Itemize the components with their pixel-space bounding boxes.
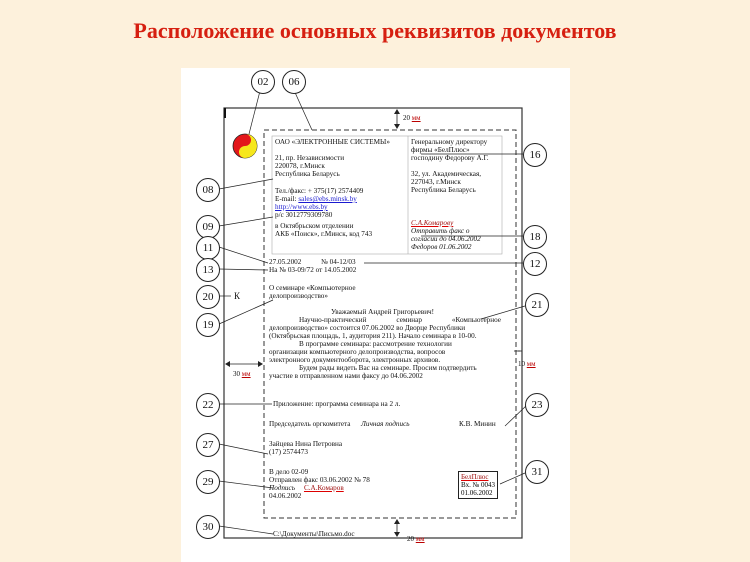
stamp-date: 01.06.2002 — [461, 489, 493, 497]
exec-note-line1: В дело 02-09 — [269, 468, 309, 476]
signer-sign: Личная подпись — [361, 420, 410, 428]
callout-09: 09 — [196, 215, 220, 239]
addressee-line2: фирмы «БелПлюс» — [411, 146, 470, 154]
callout-13: 13 — [196, 258, 220, 282]
callout-08: 08 — [196, 178, 220, 202]
addressee-line1: Генеральному директору — [411, 138, 488, 146]
signer-name: К.В. Минин — [459, 420, 496, 428]
sender-bank-1: в Октябрьском отделении — [275, 222, 354, 230]
addressee-city: 227043, г.Минск — [411, 178, 461, 186]
callout-11: 11 — [196, 236, 220, 260]
greeting: Уважаемый Андрей Григорьевич! — [331, 308, 435, 316]
exec-note-line3: Подпись С.А.Комаров — [269, 484, 344, 492]
callout-20: 20 — [196, 285, 220, 309]
callout-19: 19 — [196, 313, 220, 337]
addressee-line3: господину Федорову А.Г. — [411, 154, 489, 162]
callout-29: 29 — [196, 470, 220, 494]
receipt-stamp — [458, 471, 498, 499]
signer-position: Председатель оргкомитета — [269, 420, 351, 428]
sender-email-line: E-mail: sales@ebs.minsk.by — [275, 195, 357, 203]
doc-reference: На № 03-09/72 от 14.05.2002 — [269, 266, 357, 274]
exec-note-line4: 04.06.2002 — [269, 492, 302, 500]
file-identifier: C:\Документы\Письмо.doc — [273, 530, 355, 538]
body-p2-l3: электронного документооборота, электронных архивов. — [269, 356, 441, 364]
body-p1-l1: Научно-практический семинар «Компьютерное — [299, 316, 501, 324]
margin-left-label: 30 мм — [233, 370, 251, 378]
callout-06: 06 — [282, 70, 306, 94]
margin-right-label: 10 мм — [518, 360, 536, 368]
sender-street: 21, пр. Независимости — [275, 154, 345, 162]
body-p2-l1: В программе семинара: рассмотрение технологии — [299, 340, 452, 348]
callout-12: 12 — [523, 252, 547, 276]
addressee-country: Республика Беларусь — [411, 186, 476, 194]
sender-phone: Тел./факс: + 375(17) 2574409 — [275, 187, 364, 195]
sender-bank-2: АКБ «Поиск», г.Минск, код 743 — [275, 230, 373, 238]
sender-website-link[interactable]: http://www.ebs.by — [275, 203, 328, 211]
callout-18: 18 — [523, 225, 547, 249]
callout-30: 30 — [196, 515, 220, 539]
attachment-note: Приложение: программа семинара на 2 л. — [273, 400, 401, 408]
margin-bottom-label: 20 мм — [407, 535, 425, 543]
addressee-street: 32, ул. Академическая, — [411, 170, 482, 178]
sender-email-link[interactable]: sales@ebs.minsk.by — [298, 195, 357, 203]
body-p1-l3: (Октябрьская площадь, 1, аудитория 211). Начало семинара в 10-00. — [269, 332, 477, 340]
page-title: Расположение основных реквизитов документов — [133, 18, 617, 43]
callout-22: 22 — [196, 393, 220, 417]
sender-city: 220078, г.Минск — [275, 162, 325, 170]
resolution-name: С.А.Комарову — [411, 219, 454, 227]
callout-23: 23 — [525, 393, 549, 417]
executor-phone: (17) 2574473 — [269, 448, 308, 456]
callout-02: 02 — [251, 70, 275, 94]
callout-31: 31 — [525, 460, 549, 484]
stamp-number: Вх. № 0043 — [461, 481, 496, 489]
marker-k: К — [234, 291, 241, 301]
body-p2-l2: организации компьютерного делопроизводства, вопросов — [269, 348, 446, 356]
executor-name: Зайцева Нина Петровна — [269, 440, 343, 448]
callout-27: 27 — [196, 433, 220, 457]
resolution-line2: согласии до 04.06.2002 — [411, 235, 481, 243]
margin-top-label: 20 мм — [403, 114, 421, 122]
body-p3-l2: участие в отправленном нами факсу до 04.06.2002 — [269, 372, 423, 380]
resolution-line3: Федоров 01.06.2002 — [411, 243, 472, 251]
exec-note-line2: Отправлен факс 03.06.2002 № 78 — [269, 476, 370, 484]
resolution-line1: Отправить факс о — [411, 227, 470, 235]
sender-country: Республика Беларусь — [275, 170, 340, 178]
subject-line1: О семинаре «Компьютерное — [269, 284, 356, 292]
subject-line2: делопроизводство» — [269, 292, 328, 300]
stamp-org: БелПлюс — [461, 473, 489, 481]
sender-org: ОАО «ЭЛЕКТРОННЫЕ СИСТЕМЫ» — [275, 138, 390, 146]
doc-date: 27.05.2002 — [269, 258, 302, 266]
document-sheet — [181, 68, 570, 562]
body-p3-l1: Будем рады видеть Вас на семинаре. Просим подтвердить — [299, 364, 477, 372]
body-p1-l2: делопроизводство» состоится 07.06.2002 во Дворце Республики — [269, 324, 466, 332]
callout-21: 21 — [525, 293, 549, 317]
sender-account: р/с 3012779309780 — [275, 211, 333, 219]
doc-number: № 04-12/03 — [321, 258, 356, 266]
callout-16: 16 — [523, 143, 547, 167]
